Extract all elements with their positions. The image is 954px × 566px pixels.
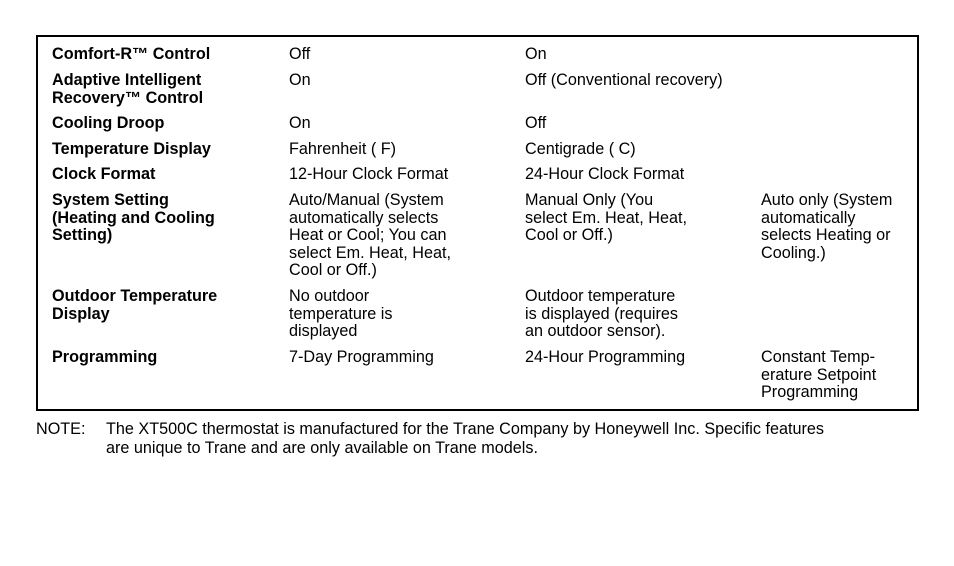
option-2: Centigrade ( C) xyxy=(525,140,636,158)
option-1: 7-Day Programming xyxy=(289,348,434,366)
setting-name: Temperature Display xyxy=(52,140,211,158)
setting-name: System Setting (Heating and Cooling Setting) xyxy=(52,191,215,245)
note-text: The XT500C thermostat is manufactured for the Trane Company by Honeywell Inc. Specific features are unique to Trane and are only available on Trane models. xyxy=(106,420,824,457)
option-2: Outdoor temperature is displayed (requires an outdoor sensor). xyxy=(525,287,678,341)
option-1: No outdoor temperature is displayed xyxy=(289,287,393,341)
setting-name: Comfort-R™ Control xyxy=(52,45,211,63)
option-2: Off (Conventional recovery) xyxy=(525,71,723,89)
settings-table xyxy=(36,35,919,411)
note-label: NOTE: xyxy=(36,420,86,438)
option-1: 12-Hour Clock Format xyxy=(289,165,449,183)
option-1: Off xyxy=(289,45,311,63)
option-1: Fahrenheit ( F) xyxy=(289,140,397,158)
option-2: Off xyxy=(525,114,547,132)
option-2: 24-Hour Programming xyxy=(525,348,686,366)
option-1: Auto/Manual (System automatically selects Heat or Cool; You can select Em. Heat, Heat, Cool or Off.) xyxy=(289,191,451,280)
option-3: Constant Temp- erature Setpoint Programming xyxy=(761,348,877,402)
option-2: 24-Hour Clock Format xyxy=(525,165,685,183)
setting-name: Cooling Droop xyxy=(52,114,165,132)
option-2: On xyxy=(525,45,547,63)
setting-name: Adaptive Intelligent Recovery™ Control xyxy=(52,71,204,107)
setting-name: Programming xyxy=(52,348,158,366)
option-3: Auto only (System automatically selects Heating or Cooling.) xyxy=(761,191,893,262)
option-2: Manual Only (You select Em. Heat, Heat, Cool or Off.) xyxy=(525,191,687,245)
option-1: On xyxy=(289,114,311,132)
option-1: On xyxy=(289,71,311,89)
setting-name: Clock Format xyxy=(52,165,156,183)
setting-name: Outdoor Temperature Display xyxy=(52,287,218,323)
